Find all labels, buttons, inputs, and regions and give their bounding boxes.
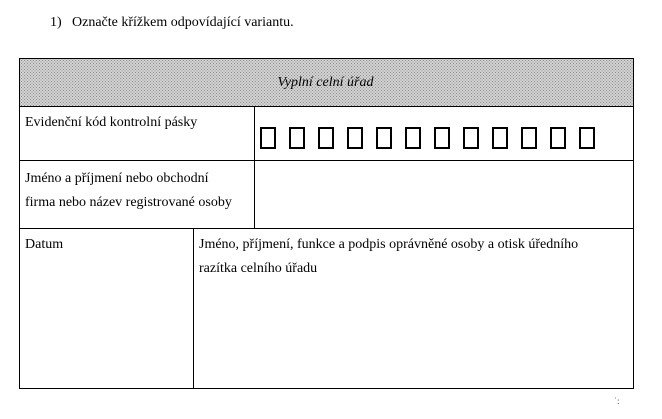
form-header	[20, 59, 633, 107]
name-label-line-2: firma nebo název registrované osoby	[25, 195, 232, 210]
date-label: Datum	[25, 237, 64, 252]
code-character-box[interactable]	[434, 127, 450, 149]
code-character-box[interactable]	[347, 127, 363, 149]
date-cell[interactable]	[20, 229, 193, 388]
code-boxes-cell	[254, 107, 633, 160]
date-row	[20, 229, 633, 388]
code-label: Evidenční kód kontrolní pásky	[25, 115, 198, 130]
name-label-line-1: Jméno a příjmení nebo obchodní	[25, 171, 209, 186]
customs-office-form	[19, 58, 634, 389]
code-character-box[interactable]	[376, 127, 392, 149]
name-label-cell	[20, 161, 254, 228]
code-character-box[interactable]	[492, 127, 508, 149]
code-character-box[interactable]	[521, 127, 537, 149]
code-row	[20, 107, 633, 161]
footnote-text: Označte křížkem odpovídající variantu.	[72, 15, 294, 30]
form-header-title: Vyplní celní úřad	[277, 74, 374, 90]
signature-label-line-2: razítka celního úřadu	[199, 261, 318, 276]
corner-mark: ˙:	[614, 396, 620, 406]
code-character-box[interactable]	[463, 127, 479, 149]
signature-label-line-1: Jméno, příjmení, funkce a podpis oprávněné osoby a otisk úředního	[199, 237, 579, 252]
code-character-box[interactable]	[318, 127, 334, 149]
code-character-box[interactable]	[260, 127, 276, 149]
code-character-box[interactable]	[405, 127, 421, 149]
code-character-box[interactable]	[550, 127, 566, 149]
code-label-cell	[20, 107, 254, 160]
footnote-number: 1)	[50, 15, 62, 30]
code-character-box[interactable]	[289, 127, 305, 149]
instruction-footnote	[50, 14, 294, 32]
signature-cell[interactable]	[193, 229, 633, 388]
name-row	[20, 161, 633, 229]
name-value-field[interactable]	[254, 161, 633, 228]
code-character-box[interactable]	[579, 127, 595, 149]
